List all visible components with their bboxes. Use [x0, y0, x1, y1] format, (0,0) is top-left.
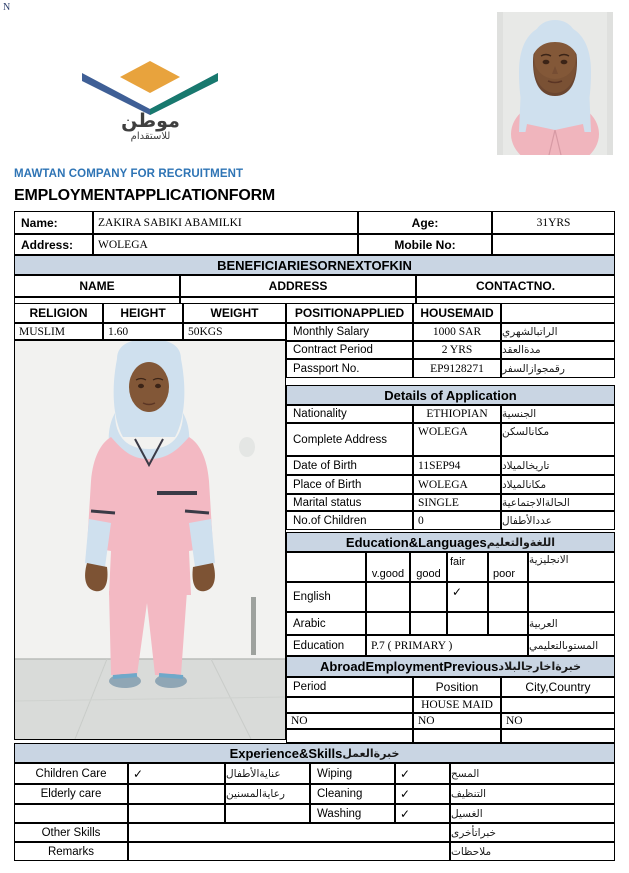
abroad-row2-city[interactable]: NO	[501, 713, 615, 729]
cleaning-checkbox[interactable]: ✓	[395, 784, 450, 804]
abroad-row1-position[interactable]: HOUSE MAID	[413, 697, 501, 713]
abroad-employment-band	[286, 656, 615, 677]
mobile-label: Mobile No:	[358, 234, 492, 255]
elderly-care-checkbox[interactable]	[128, 784, 225, 804]
contract-period-arabic: مدةالعقد	[501, 341, 615, 359]
children-count-value[interactable]: 0	[413, 511, 501, 530]
wiping-label: Wiping	[310, 763, 395, 784]
passport-no-arabic: رقمجوازالسفر	[501, 359, 615, 378]
english-poor-checkbox[interactable]	[488, 582, 528, 612]
monthly-salary-label: Monthly Salary	[286, 323, 413, 341]
nationality-value[interactable]: ETHIOPIAN	[413, 405, 501, 423]
english-row-arabic	[528, 582, 615, 612]
arabic-vgood-checkbox[interactable]	[366, 612, 410, 635]
contract-period-value[interactable]: 2 YRS	[413, 341, 501, 359]
english-label-arabic: الانجليزية	[528, 552, 615, 582]
position-applied-arabic	[501, 303, 615, 323]
abroad-row2-period[interactable]: NO	[286, 713, 413, 729]
name-value[interactable]: ZAKIRA SABIKI ABAMILKI	[93, 211, 358, 234]
date-of-birth-value[interactable]: 11SEP94	[413, 456, 501, 475]
complete-address-label: Complete Address	[286, 423, 413, 456]
remarks-arabic: ملاحظات	[450, 842, 615, 861]
portrait-image	[497, 12, 613, 155]
washing-checkbox[interactable]: ✓	[395, 804, 450, 823]
children-care-checkbox[interactable]: ✓	[128, 763, 225, 784]
abroad-header-period: Period	[286, 677, 413, 697]
education-level-label: Education	[286, 635, 366, 656]
skill-row3-checkbox[interactable]	[128, 804, 225, 823]
language-row-blank-header	[286, 552, 366, 582]
age-value[interactable]: 31YRS	[492, 211, 615, 234]
other-skills-value[interactable]	[128, 823, 450, 842]
remarks-value[interactable]	[128, 842, 450, 861]
application-details-band: Details of Application	[286, 385, 615, 405]
remarks-label: Remarks	[14, 842, 128, 861]
monthly-salary-value[interactable]: 1000 SAR	[413, 323, 501, 341]
mobile-value[interactable]	[492, 234, 615, 255]
elderly-care-label: Elderly care	[14, 784, 128, 804]
experience-skills-band	[14, 743, 615, 763]
weight-header: WEIGHT	[183, 303, 286, 323]
page-corner-mark: N	[3, 2, 11, 13]
rating-header-vgood: v.good	[366, 552, 410, 582]
monthly-salary-arabic: الراتبالشهري	[501, 323, 615, 341]
children-count-label: No.of Children	[286, 511, 413, 530]
abroad-employment-band-ar: خبرةاخارجالبلاد	[498, 660, 582, 673]
english-good-checkbox[interactable]	[410, 582, 447, 612]
complete-address-value[interactable]: WOLEGA	[413, 423, 501, 456]
address-label: Address:	[14, 234, 93, 255]
children-count-arabic: عددالأطفال	[501, 511, 615, 530]
name-label: Name:	[14, 211, 93, 234]
abroad-row1-city[interactable]	[501, 697, 615, 713]
height-header: HEIGHT	[103, 303, 183, 323]
english-vgood-checkbox[interactable]	[366, 582, 410, 612]
beneficiaries-header-address: ADDRESS	[180, 275, 416, 297]
abroad-row1-period[interactable]	[286, 697, 413, 713]
nationality-label: Nationality	[286, 405, 413, 423]
logo-arabic-sub: للاستقدام	[130, 130, 171, 142]
weight-value[interactable]: 50KGS	[183, 323, 286, 340]
language-row-english-label: English	[286, 582, 366, 612]
abroad-employment-band-en: AbroadEmploymentPrevious	[319, 659, 499, 674]
logo-arabic-main: موطن	[121, 110, 180, 132]
english-fair-checkbox[interactable]: ✓	[447, 582, 488, 612]
education-languages-band-ar: اللغةوالتعليم	[486, 535, 556, 549]
education-languages-band-en: Education&Languages	[345, 534, 487, 550]
marital-status-label: Marital status	[286, 494, 413, 511]
elderly-care-arabic: رعايةالمسنين	[225, 784, 310, 804]
logo-mark-icon	[68, 57, 233, 115]
page-title: EMPLOYMENTAPPLICATIONFORM	[14, 187, 276, 204]
education-languages-band	[286, 532, 615, 552]
washing-arabic: الغسيل	[450, 804, 615, 823]
address-value[interactable]: WOLEGA	[93, 234, 358, 255]
skill-row3-arabic	[225, 804, 310, 823]
religion-value[interactable]: MUSLIM	[14, 323, 103, 340]
beneficiaries-header-contact: CONTACTNO.	[416, 275, 615, 297]
religion-header: RELIGION	[14, 303, 103, 323]
arabic-poor-checkbox[interactable]	[488, 612, 528, 635]
company-logo	[68, 57, 233, 157]
washing-label: Washing	[310, 804, 395, 823]
contract-period-label: Contract Period	[286, 341, 413, 359]
education-level-arabic: المستوىالتعليمي	[528, 635, 615, 656]
place-of-birth-arabic: مكانالميلاد	[501, 475, 615, 494]
cleaning-label: Cleaning	[310, 784, 395, 804]
date-of-birth-arabic: تاريخالميلاد	[501, 456, 615, 475]
applicant-portrait-photo	[497, 12, 613, 155]
age-label: Age:	[358, 211, 492, 234]
passport-no-value[interactable]: EP9128271	[413, 359, 501, 378]
experience-skills-band-ar: خبرةالعمل	[342, 746, 400, 760]
passport-no-label: Passport No.	[286, 359, 413, 378]
document-header	[0, 0, 629, 204]
arabic-good-checkbox[interactable]	[410, 612, 447, 635]
logo-arabic-text	[68, 112, 233, 142]
marital-status-arabic: الحالةالاجتماعية	[501, 494, 615, 511]
fullbody-image	[15, 341, 285, 739]
rating-header-good: good	[410, 552, 447, 582]
arabic-row-arabic: العربية	[528, 612, 615, 635]
beneficiaries-header-name: NAME	[14, 275, 180, 297]
position-applied-label: POSITIONAPPLIED	[286, 303, 413, 323]
arabic-fair-checkbox[interactable]	[447, 612, 488, 635]
company-name-line: MAWTAN COMPANY FOR RECRUITMENT	[14, 168, 244, 180]
abroad-row2-position[interactable]: NO	[413, 713, 501, 729]
date-of-birth-label: Date of Birth	[286, 456, 413, 475]
other-skills-arabic: خبراتأخرى	[450, 823, 615, 842]
abroad-header-city: City,Country	[501, 677, 615, 697]
beneficiaries-band: BENEFICIARIESORNEXTOFKIN	[14, 255, 615, 275]
rating-header-fair: fair	[447, 552, 488, 582]
children-care-label: Children Care	[14, 763, 128, 784]
skill-row3-label	[14, 804, 128, 823]
abroad-row3-period[interactable]	[286, 729, 413, 743]
other-skills-label: Other Skills	[14, 823, 128, 842]
place-of-birth-value[interactable]: WOLEGA	[413, 475, 501, 494]
rating-header-poor: poor	[488, 552, 528, 582]
abroad-header-position: Position	[413, 677, 501, 697]
nationality-arabic: الجنسية	[501, 405, 615, 423]
language-row-arabic-label: Arabic	[286, 612, 366, 635]
cleaning-arabic: التنظيف	[450, 784, 615, 804]
experience-skills-band-en: Experience&Skills	[229, 745, 343, 761]
wiping-arabic: المسح	[450, 763, 615, 784]
place-of-birth-label: Place of Birth	[286, 475, 413, 494]
height-value[interactable]: 1.60	[103, 323, 183, 340]
complete-address-arabic: مكانالسكن	[501, 423, 615, 456]
position-applied-value[interactable]: HOUSEMAID	[413, 303, 501, 323]
education-level-value[interactable]: P.7 ( PRIMARY )	[366, 635, 528, 656]
abroad-row3-city[interactable]	[501, 729, 615, 743]
wiping-checkbox[interactable]: ✓	[395, 763, 450, 784]
marital-status-value[interactable]: SINGLE	[413, 494, 501, 511]
applicant-fullbody-photo	[14, 340, 286, 740]
children-care-arabic: عنايةالأطفال	[225, 763, 310, 784]
abroad-row3-position[interactable]	[413, 729, 501, 743]
